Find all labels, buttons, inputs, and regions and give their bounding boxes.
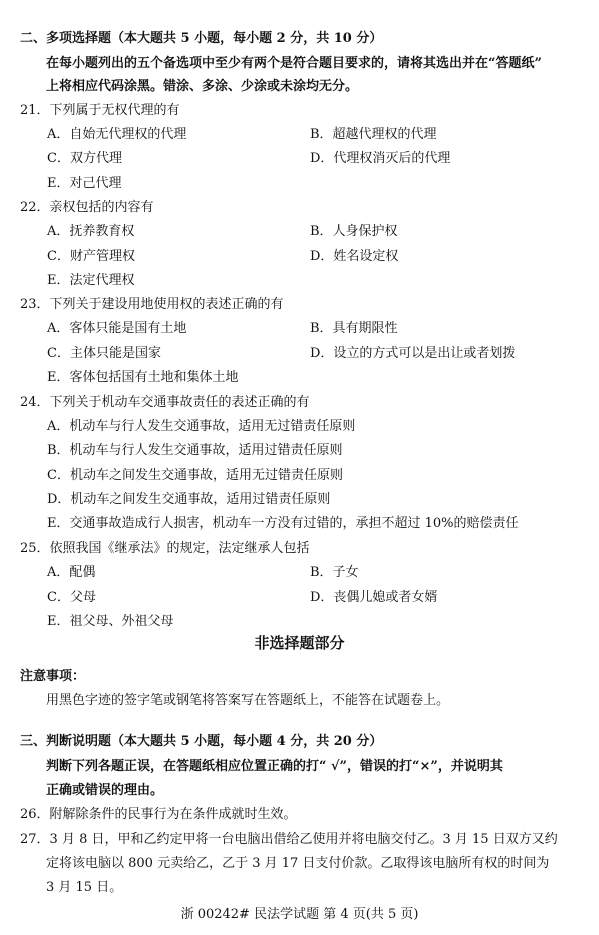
notice-label: 注意事项： bbox=[20, 669, 86, 684]
question-21-stem: 21．下列属于无权代理的有 bbox=[20, 103, 180, 118]
question-24-option-c: C．机动车之间发生交通事故，适用无过错责任原则 bbox=[47, 468, 343, 483]
section-2-heading: 二、多项选择题（本大题共 5 小题，每小题 2 分，共 10 分） bbox=[20, 31, 383, 46]
question-25-option-c: C．父母 bbox=[47, 590, 96, 605]
question-21-option-d: D．代理权消灭后的代理 bbox=[310, 151, 451, 166]
non-choice-section-title: 非选择题部分 bbox=[254, 634, 345, 652]
question-24-stem: 24．下列关于机动车交通事故责任的表述正确的有 bbox=[20, 395, 310, 410]
question-24-option-b: B．机动车与行人发生交通事故，适用过错责任原则 bbox=[47, 443, 343, 458]
section-3-instruction-line-2: 正确或错误的理由。 bbox=[46, 783, 164, 798]
question-27-line-1: 27．3 月 8 日，甲和乙约定甲将一台电脑出借给乙使用并将电脑交付乙。3 月 15 日双方又约 bbox=[20, 832, 558, 847]
question-27-line-3: 3 月 15 日。 bbox=[46, 880, 123, 895]
section-2-instruction-line-1: 在每小题列出的五个备选项中至少有两个是符合题目要求的，请将其选出并在“答题纸” bbox=[46, 56, 542, 71]
notice-text: 用黑色字迹的签字笔或钢笔将答案写在答题纸上，不能答在试题卷上。 bbox=[46, 693, 450, 708]
question-23-option-b: B．具有期限性 bbox=[310, 321, 398, 336]
question-23-option-c: C．主体只能是国家 bbox=[47, 346, 161, 361]
question-25-option-b: B．子女 bbox=[310, 565, 359, 580]
question-22-option-b: B．人身保护权 bbox=[310, 224, 398, 239]
question-22-option-e: E．法定代理权 bbox=[47, 273, 135, 288]
question-21-option-e: E．对己代理 bbox=[47, 176, 122, 191]
section-3-instruction-line-1: 判断下列各题正误，在答题纸相应位置正确的打“ √”，错误的打“×”，并说明其 bbox=[46, 759, 503, 774]
question-23-option-a: A．客体只能是国有土地 bbox=[47, 321, 187, 336]
question-25-stem: 25．依照我国《继承法》的规定，法定继承人包括 bbox=[20, 541, 310, 556]
question-23-stem: 23．下列关于建设用地使用权的表述正确的有 bbox=[20, 297, 284, 312]
question-23-option-e: E．客体包括国有土地和集体土地 bbox=[47, 370, 239, 385]
question-22-option-a: A．抚养教育权 bbox=[47, 224, 135, 239]
question-27-line-2: 定将该电脑以 800 元卖给乙，乙于 3 月 17 日支付价款。乙取得该电脑所有权的时间为 bbox=[46, 856, 550, 871]
question-25-option-d: D．丧偶儿媳或者女婿 bbox=[310, 590, 438, 605]
section-2-instruction-line-2: 上将相应代码涂黑。错涂、多涂、少涂或未涂均无分。 bbox=[46, 79, 359, 94]
question-26: 26．附解除条件的民事行为在条件成就时生效。 bbox=[20, 807, 297, 822]
question-23-option-d: D．设立的方式可以是出让或者划拨 bbox=[310, 346, 516, 361]
question-21-option-a: A．自始无代理权的代理 bbox=[47, 127, 187, 142]
question-24-option-a: A．机动车与行人发生交通事故，适用无过错责任原则 bbox=[47, 419, 356, 434]
question-25-option-a: A．配偶 bbox=[47, 565, 96, 580]
question-21-option-c: C．双方代理 bbox=[47, 151, 122, 166]
question-22-option-c: C．财产管理权 bbox=[47, 249, 135, 264]
page-footer: 浙 00242# 民法学试题 第 4 页(共 5 页) bbox=[180, 907, 419, 922]
question-25-option-e: E．祖父母、外祖父母 bbox=[47, 614, 174, 629]
question-22-stem: 22．亲权包括的内容有 bbox=[20, 200, 154, 215]
section-3-heading: 三、判断说明题（本大题共 5 小题，每小题 4 分，共 20 分） bbox=[20, 734, 383, 749]
question-22-option-d: D．姓名设定权 bbox=[310, 249, 399, 264]
question-21-option-b: B．超越代理权的代理 bbox=[310, 127, 437, 142]
question-24-option-d: D．机动车之间发生交通事故，适用过错责任原则 bbox=[47, 492, 331, 507]
question-24-option-e: E．交通事故造成行人损害，机动车一方没有过错的，承担不超过 10%的赔偿责任 bbox=[47, 516, 519, 531]
